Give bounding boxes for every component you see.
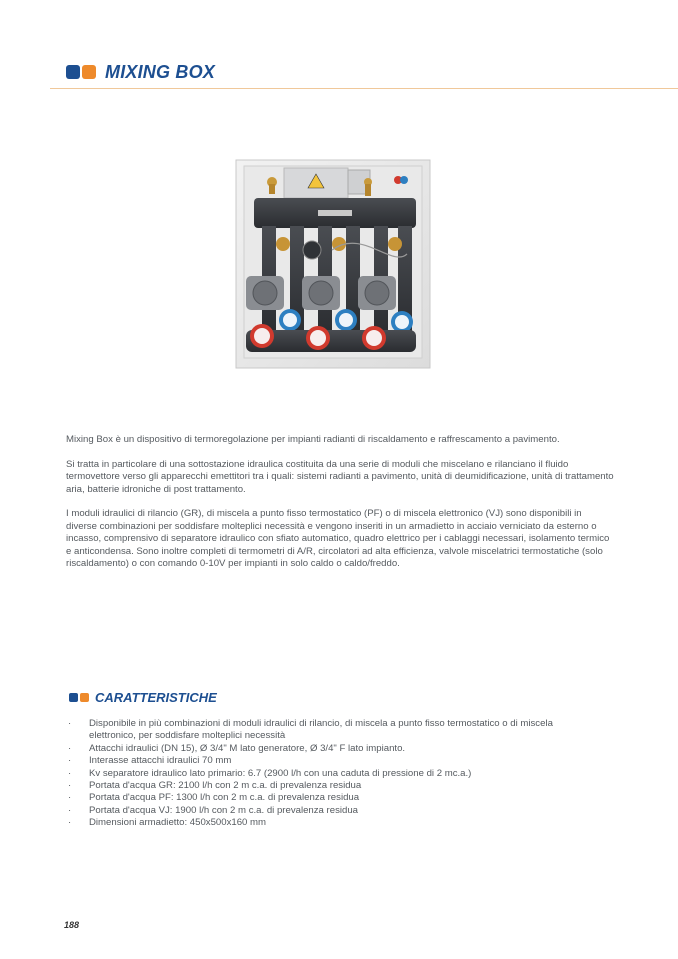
list-item: · Portata d'acqua GR: 2100 l/h con 2 m c.a. di prevalenza residua <box>68 780 362 792</box>
page-number: 188 <box>64 920 80 930</box>
features-heading <box>69 690 217 705</box>
features-list <box>66 718 586 830</box>
bullet-icon: · <box>68 780 72 792</box>
bullet-icon: · <box>68 742 72 754</box>
product-image <box>232 158 432 372</box>
header-divider <box>50 88 678 89</box>
brand-square-orange <box>82 65 96 79</box>
page-title: MIXING BOX <box>105 61 216 82</box>
brand-square-blue <box>69 693 78 702</box>
list-item: · Portata d'acqua PF: 1300 l/h con 2 m c.a. di prevalenza residua <box>68 792 360 804</box>
bullet-icon: · <box>68 817 72 829</box>
list-item: · Interasse attacchi idraulici 70 mm <box>68 755 232 767</box>
brand-square-orange <box>80 693 89 702</box>
intro-paragraph-3: I moduli idraulici di rilancio (GR), di miscela a punto fisso termostatico (PF) o di miscela elettronico (VJ) sono disponibili in diverse combinazioni per soddisfare molteplici necessità e vengono inseriti in un armadietto in acciaio verniciato da esterno o incasso, comprensivo di separatore idraulico con sfiato automatico, quadro elettrico per i cablaggi necessari, isolamento termico e anticondensa. Sono inoltre completi di termometri di A/R, circolatori ad alta efficienza, valvole miscelatrici termostatiche (solo riscaldamento) o con comando 0-10V per impianti in solo caldo o caldo/freddo. <box>66 508 610 570</box>
mixing-box-illustration <box>232 158 432 372</box>
list-item: · Attacchi idraulici (DN 15), Ø 3/4" M lato generatore, Ø 3/4" F lato impianto. <box>68 742 406 754</box>
list-item: · Dimensioni armadietto: 450x500x160 mm <box>68 817 267 829</box>
intro-paragraph-2: Si tratta in particolare di una sottostazione idraulica costituita da una serie di moduli che miscelano e rilanciano il fluido termovettore verso gli apparecchi emettitori tra i quali: sistemi radianti a pavimento, unità di deumidificazione, unità di trattamento aria, batterie idroniche di post trattamento. <box>66 458 614 495</box>
intro-text <box>66 434 614 583</box>
brand-square-blue <box>66 65 80 79</box>
intro-paragraph-1: Mixing Box è un dispositivo di termoregolazione per impianti radianti di riscaldamento e raffrescamento a pavimento. <box>66 434 560 445</box>
list-item: · Portata d'acqua VJ: 1900 l/h con 2 m c.a. di prevalenza residua <box>68 804 359 816</box>
features-title: CARATTERISTICHE <box>95 690 217 705</box>
page-header <box>66 60 215 84</box>
bullet-icon: · <box>68 792 72 804</box>
bullet-icon: · <box>68 718 72 729</box>
bullet-icon: · <box>68 767 72 779</box>
list-item: · Kv separatore idraulico lato primario: 6.7 (2900 l/h con una caduta di pressione di 2 mc.a.) <box>68 767 472 779</box>
bullet-icon: · <box>68 755 72 767</box>
list-item: · Disponibile in più combinazioni di moduli idraulici di rilancio, di miscela a punto fisso termostatico o di miscela elettronico, per soddisfare molteplici necessità <box>68 718 553 742</box>
bullet-icon: · <box>68 804 72 816</box>
